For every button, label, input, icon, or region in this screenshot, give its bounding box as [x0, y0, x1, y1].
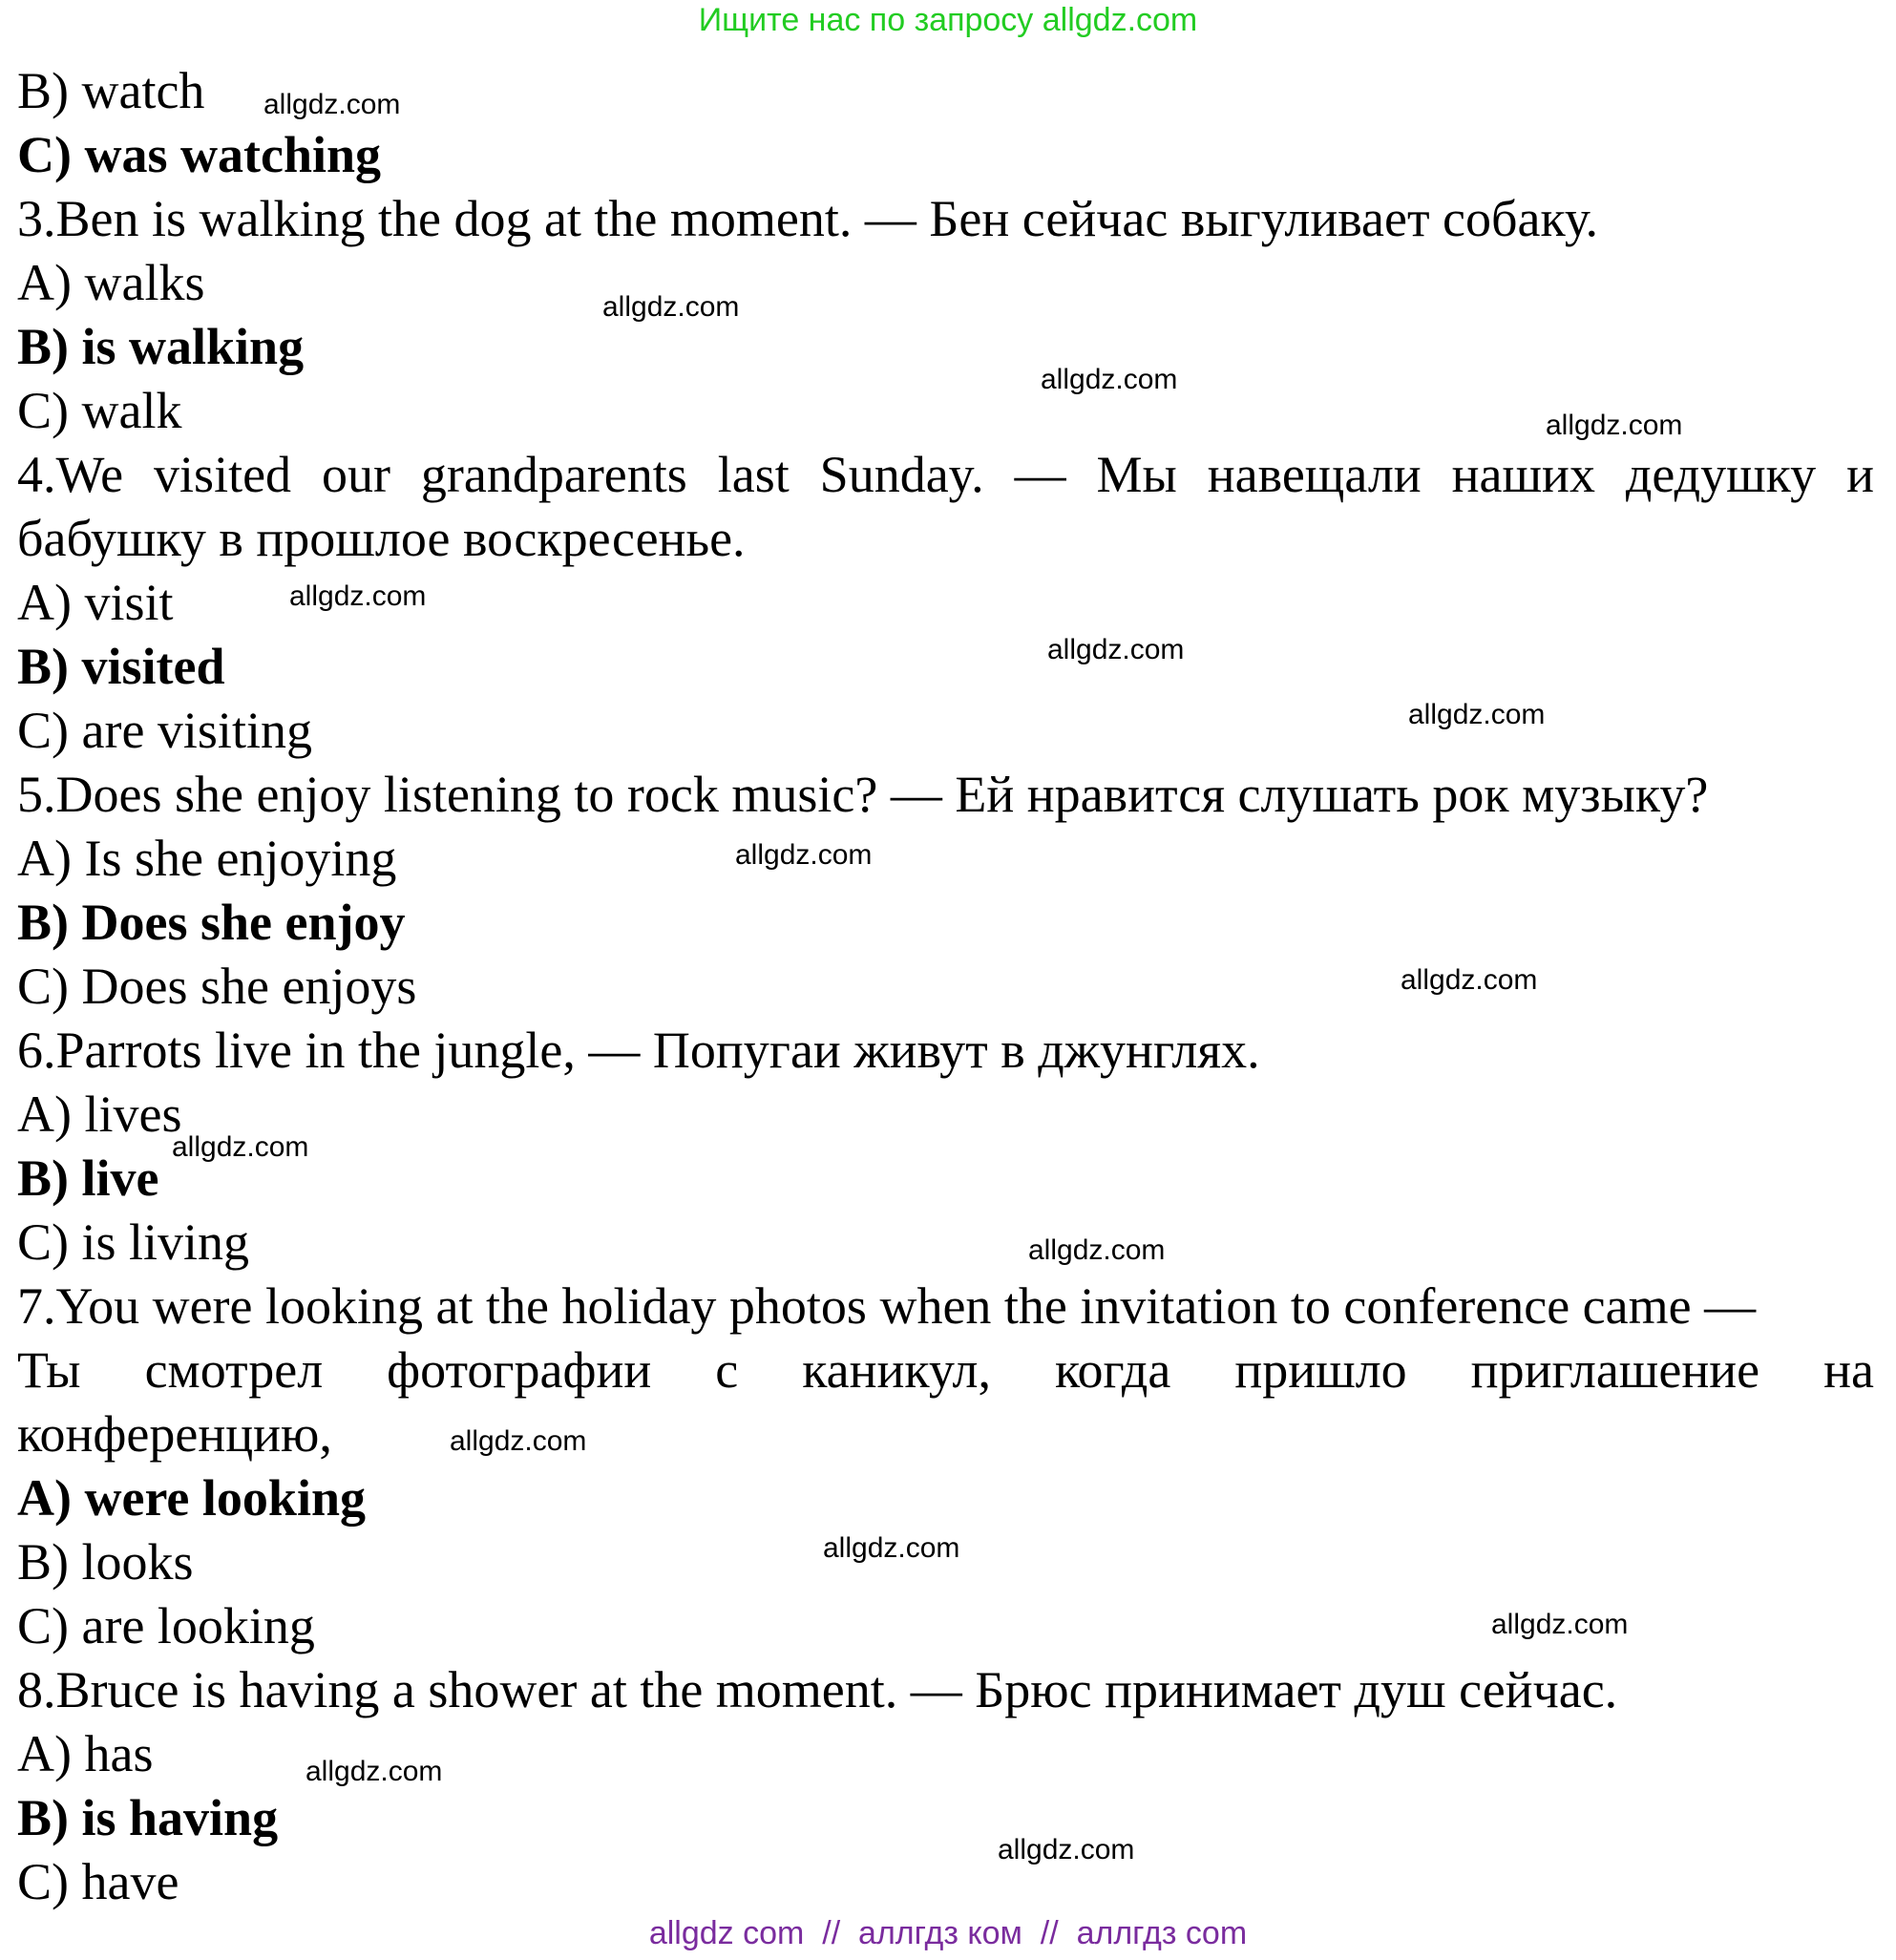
answer-option: B) watch — [17, 62, 205, 119]
question-7-translation: Ты смотрел фотографии с каникул, когда пришло приглашение на — [17, 1341, 1874, 1399]
watermark: allgdz.com — [1491, 1609, 1629, 1640]
watermark: allgdz.com — [1047, 634, 1185, 665]
site-footer-banner: allgdz com // аллгдз ком // аллгдз com — [648, 1915, 1248, 1951]
correct-answer-option: B) is having — [17, 1789, 279, 1846]
watermark: allgdz.com — [823, 1532, 960, 1564]
question-5: 5.Does she enjoy listening to rock music? — Ей нравится слушать рок музыку? — [17, 766, 1709, 823]
answer-option: A) visit — [17, 574, 174, 631]
correct-answer-option: A) were looking — [17, 1469, 366, 1527]
watermark: allgdz.com — [602, 291, 740, 323]
question-8: 8.Bruce is having a shower at the moment. — Брюс принимает душ сейчас. — [17, 1661, 1618, 1718]
watermark: allgdz.com — [1401, 964, 1538, 996]
answer-option: C) have — [17, 1853, 179, 1910]
question-7-continuation: конференцию, — [17, 1405, 332, 1463]
answer-option: C) are looking — [17, 1597, 315, 1654]
answer-option: C) are visiting — [17, 702, 312, 759]
answer-option: C) walk — [17, 382, 182, 439]
watermark: allgdz.com — [305, 1756, 443, 1787]
answer-option: C) is living — [17, 1213, 250, 1271]
correct-answer-option: B) Does she enjoy — [17, 894, 406, 951]
question-3: 3.Ben is walking the dog at the moment. — Бен сейчас выгуливает собаку. — [17, 190, 1599, 247]
correct-answer-option: B) live — [17, 1149, 159, 1207]
watermark: allgdz.com — [289, 580, 427, 612]
correct-answer-option: B) is walking — [17, 318, 305, 375]
watermark: allgdz.com — [1546, 410, 1683, 441]
watermark: allgdz.com — [998, 1834, 1135, 1865]
question-4: 4.We visited our grandparents last Sunday. — Мы навещали наших дедушку и — [17, 446, 1874, 503]
question-4-continuation: бабушку в прошлое воскресенье. — [17, 510, 746, 567]
watermark: allgdz.com — [172, 1131, 309, 1163]
watermark: allgdz.com — [1408, 699, 1546, 730]
answer-option: A) lives — [17, 1085, 182, 1143]
correct-answer-option: B) visited — [17, 638, 225, 695]
question-6: 6.Parrots live in the jungle, — Попугаи живут в джунглях. — [17, 1022, 1260, 1079]
watermark: allgdz.com — [1028, 1234, 1166, 1266]
answer-option: A) Is she enjoying — [17, 830, 397, 887]
answer-option: A) has — [17, 1725, 154, 1782]
answer-option: C) Does she enjoys — [17, 958, 417, 1015]
watermark: allgdz.com — [735, 839, 873, 871]
correct-answer-option: C) was watching — [17, 126, 382, 183]
question-7: 7.You were looking at the holiday photos when the invitation to conference came — — [17, 1277, 1757, 1335]
watermark: allgdz.com — [450, 1425, 587, 1457]
watermark: allgdz.com — [263, 89, 401, 120]
answer-option: A) walks — [17, 254, 205, 311]
site-search-banner: Ищите нас по запросу allgdz.com — [698, 2, 1198, 38]
watermark: allgdz.com — [1041, 364, 1178, 395]
answer-option: B) looks — [17, 1533, 194, 1591]
